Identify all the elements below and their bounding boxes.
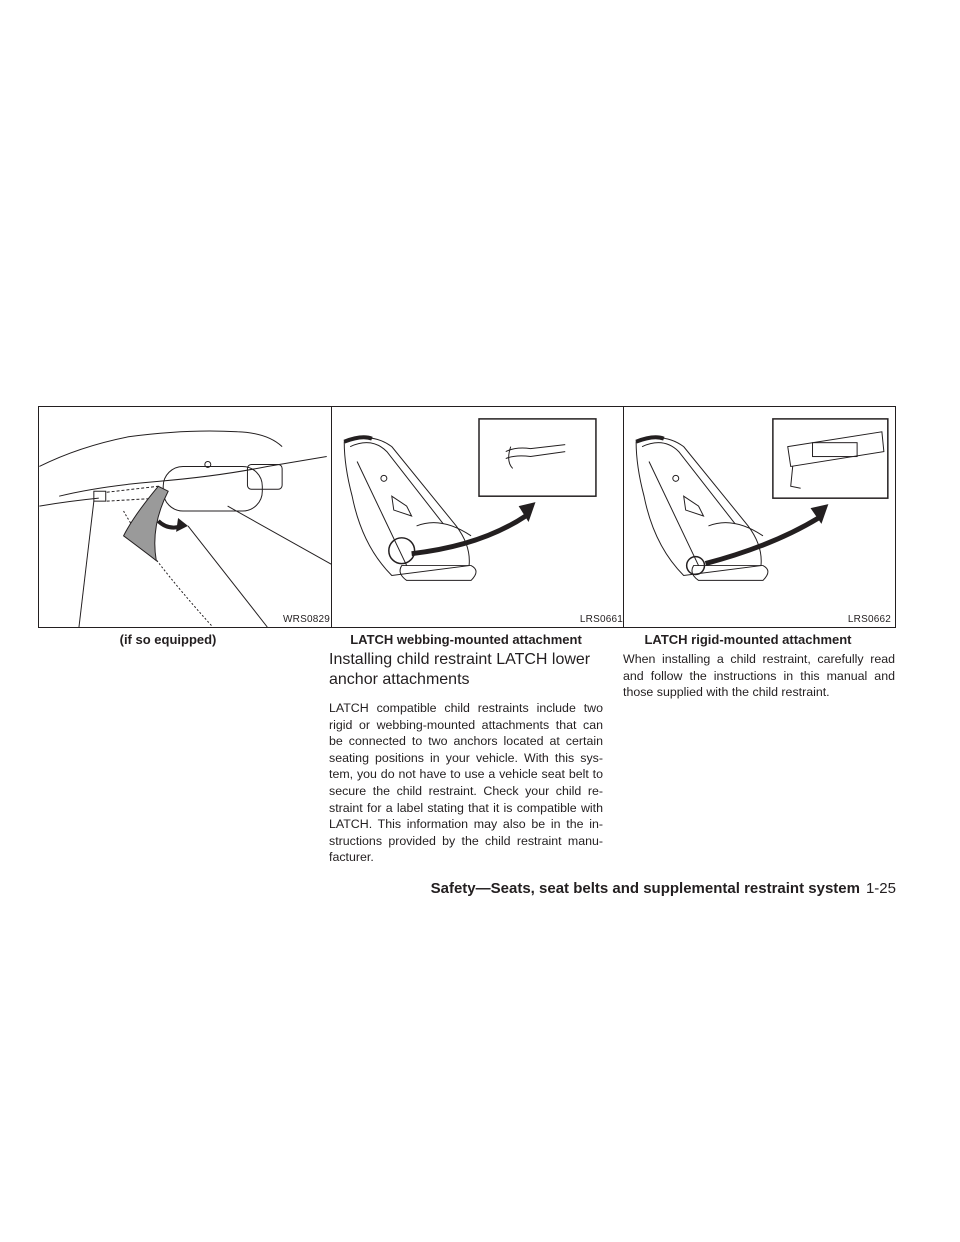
figure-caption: LATCH webbing-mounted attachment (350, 632, 582, 647)
figure-code: LRS0662 (847, 614, 891, 625)
body-paragraph: When installing a child restraint, carefully read and follow the instructions in this manual and those supplied with the child restraint. (623, 652, 895, 700)
figure-latch-rigid (623, 406, 896, 628)
figure-code: LRS0661 (579, 614, 623, 625)
figure-caption: LATCH rigid-mounted attachment (644, 632, 852, 647)
latch-rigid-illustration (624, 407, 895, 627)
page-number: 1-25 (865, 880, 896, 897)
seat-belt-illustration (39, 407, 334, 627)
figure-latch-webbing (331, 406, 628, 628)
page-footer (420, 880, 896, 897)
footer-title: Safety—Seats, seat belts and supplemental restraint system (430, 880, 860, 897)
figure-caption: (if so equipped) (119, 632, 217, 647)
figure-seat-belt-cover (38, 406, 335, 628)
figure-code: WRS0829 (283, 614, 330, 625)
section-heading: Installing child restraint LATCH lower anchor attachments (329, 651, 591, 688)
latch-webbing-illustration (332, 407, 627, 627)
body-paragraph: LATCH compatible child restraints include two rigid or webbing-mounted attachments that can be connected to two anchors located at certain seating positions in your vehicle. With this sys-tem, you do not have to use a vehicle seat belt to secure the child restraint. Check your child re-straint for a label stating that it is compatible with LATCH. This information may also be in the in-structions provided by the child restraint manu-facturer. (329, 701, 603, 865)
